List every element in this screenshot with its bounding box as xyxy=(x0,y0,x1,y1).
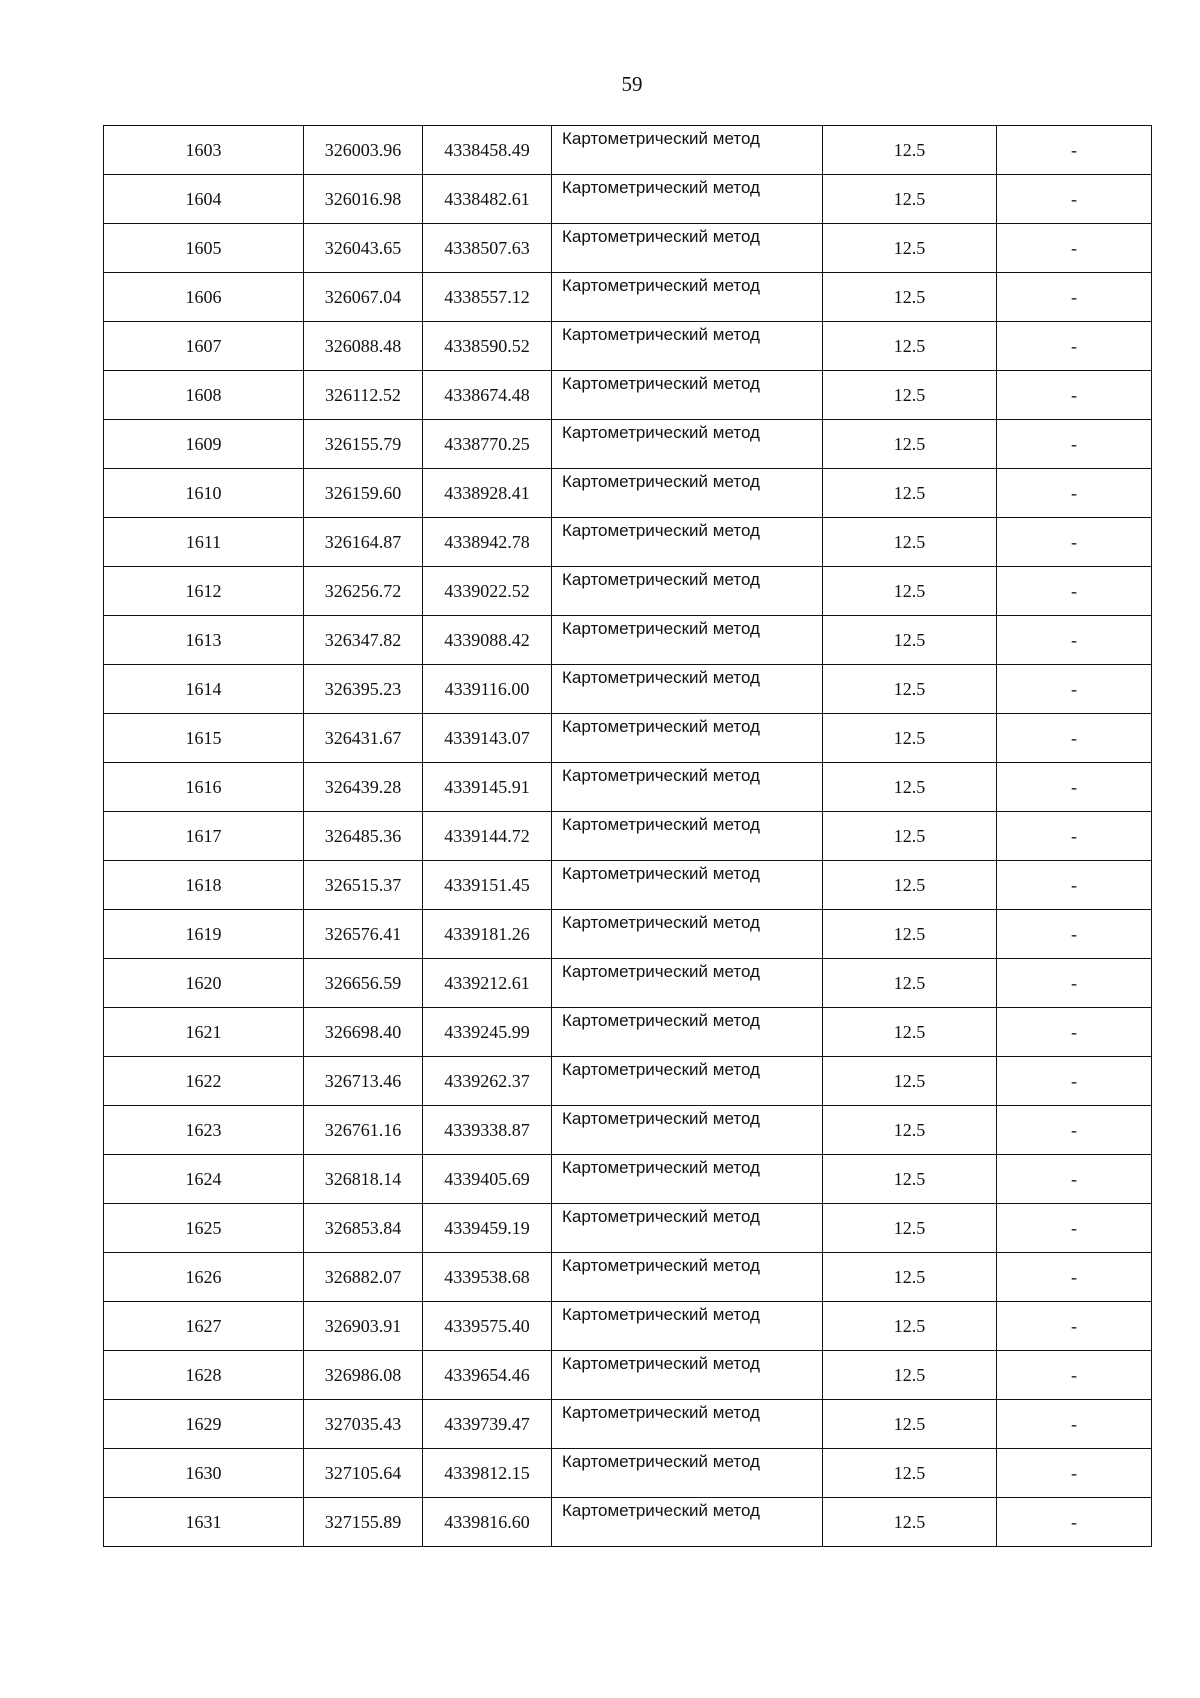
table-row xyxy=(104,1449,1152,1498)
y-coordinate-cell: 4339812.15 xyxy=(423,1449,552,1498)
x-coordinate-cell: 326016.98 xyxy=(304,175,423,224)
table-row xyxy=(104,518,1152,567)
point-number-cell: 1623 xyxy=(104,1106,304,1155)
y-coordinate-cell: 4339151.45 xyxy=(423,861,552,910)
table-row xyxy=(104,714,1152,763)
note-cell: - xyxy=(997,1106,1152,1155)
method-cell: Картометрический метод xyxy=(552,224,823,273)
method-cell: Картометрический метод xyxy=(552,567,823,616)
accuracy-cell: 12.5 xyxy=(823,567,997,616)
table-row xyxy=(104,371,1152,420)
y-coordinate-cell: 4339459.19 xyxy=(423,1204,552,1253)
y-coordinate-cell: 4339143.07 xyxy=(423,714,552,763)
table-row xyxy=(104,1400,1152,1449)
point-number-cell: 1607 xyxy=(104,322,304,371)
method-cell: Картометрический метод xyxy=(552,1057,823,1106)
x-coordinate-cell: 326395.23 xyxy=(304,665,423,714)
table-row xyxy=(104,567,1152,616)
accuracy-cell: 12.5 xyxy=(823,273,997,322)
accuracy-cell: 12.5 xyxy=(823,371,997,420)
y-coordinate-cell: 4339088.42 xyxy=(423,616,552,665)
note-cell: - xyxy=(997,126,1152,175)
note-cell: - xyxy=(997,322,1152,371)
accuracy-cell: 12.5 xyxy=(823,861,997,910)
table-row xyxy=(104,322,1152,371)
table-row xyxy=(104,175,1152,224)
note-cell: - xyxy=(997,1253,1152,1302)
point-number-cell: 1614 xyxy=(104,665,304,714)
note-cell: - xyxy=(997,763,1152,812)
table-row xyxy=(104,1204,1152,1253)
y-coordinate-cell: 4338770.25 xyxy=(423,420,552,469)
method-cell: Картометрический метод xyxy=(552,273,823,322)
note-cell: - xyxy=(997,1204,1152,1253)
method-cell: Картометрический метод xyxy=(552,959,823,1008)
accuracy-cell: 12.5 xyxy=(823,175,997,224)
y-coordinate-cell: 4339144.72 xyxy=(423,812,552,861)
note-cell: - xyxy=(997,1351,1152,1400)
point-number-cell: 1621 xyxy=(104,1008,304,1057)
note-cell: - xyxy=(997,910,1152,959)
y-coordinate-cell: 4338590.52 xyxy=(423,322,552,371)
table-row xyxy=(104,469,1152,518)
accuracy-cell: 12.5 xyxy=(823,1253,997,1302)
table-row xyxy=(104,224,1152,273)
y-coordinate-cell: 4339181.26 xyxy=(423,910,552,959)
y-coordinate-cell: 4339654.46 xyxy=(423,1351,552,1400)
x-coordinate-cell: 327155.89 xyxy=(304,1498,423,1547)
method-cell: Картометрический метод xyxy=(552,1498,823,1547)
x-coordinate-cell: 327105.64 xyxy=(304,1449,423,1498)
y-coordinate-cell: 4339739.47 xyxy=(423,1400,552,1449)
x-coordinate-cell: 327035.43 xyxy=(304,1400,423,1449)
accuracy-cell: 12.5 xyxy=(823,665,997,714)
note-cell: - xyxy=(997,224,1152,273)
y-coordinate-cell: 4338458.49 xyxy=(423,126,552,175)
y-coordinate-cell: 4339022.52 xyxy=(423,567,552,616)
point-number-cell: 1629 xyxy=(104,1400,304,1449)
x-coordinate-cell: 326347.82 xyxy=(304,616,423,665)
note-cell: - xyxy=(997,1155,1152,1204)
table-row xyxy=(104,665,1152,714)
point-number-cell: 1618 xyxy=(104,861,304,910)
x-coordinate-cell: 326656.59 xyxy=(304,959,423,1008)
y-coordinate-cell: 4339575.40 xyxy=(423,1302,552,1351)
point-number-cell: 1603 xyxy=(104,126,304,175)
table-row xyxy=(104,1253,1152,1302)
accuracy-cell: 12.5 xyxy=(823,469,997,518)
x-coordinate-cell: 326431.67 xyxy=(304,714,423,763)
table-row xyxy=(104,812,1152,861)
x-coordinate-cell: 326485.36 xyxy=(304,812,423,861)
method-cell: Картометрический метод xyxy=(552,518,823,567)
note-cell: - xyxy=(997,371,1152,420)
method-cell: Картометрический метод xyxy=(552,1351,823,1400)
x-coordinate-cell: 326576.41 xyxy=(304,910,423,959)
table-row xyxy=(104,420,1152,469)
x-coordinate-cell: 326903.91 xyxy=(304,1302,423,1351)
note-cell: - xyxy=(997,812,1152,861)
accuracy-cell: 12.5 xyxy=(823,1057,997,1106)
note-cell: - xyxy=(997,1302,1152,1351)
x-coordinate-cell: 326515.37 xyxy=(304,861,423,910)
page-number: 59 xyxy=(621,72,643,96)
x-coordinate-cell: 326043.65 xyxy=(304,224,423,273)
method-cell: Картометрический метод xyxy=(552,126,823,175)
point-number-cell: 1604 xyxy=(104,175,304,224)
coordinates-table-body xyxy=(104,126,1152,1547)
point-number-cell: 1626 xyxy=(104,1253,304,1302)
x-coordinate-cell: 326155.79 xyxy=(304,420,423,469)
method-cell: Картометрический метод xyxy=(552,1400,823,1449)
x-coordinate-cell: 326256.72 xyxy=(304,567,423,616)
x-coordinate-cell: 326067.04 xyxy=(304,273,423,322)
point-number-cell: 1612 xyxy=(104,567,304,616)
x-coordinate-cell: 326853.84 xyxy=(304,1204,423,1253)
method-cell: Картометрический метод xyxy=(552,763,823,812)
table-row xyxy=(104,959,1152,1008)
note-cell: - xyxy=(997,273,1152,322)
y-coordinate-cell: 4338557.12 xyxy=(423,273,552,322)
point-number-cell: 1624 xyxy=(104,1155,304,1204)
accuracy-cell: 12.5 xyxy=(823,1008,997,1057)
point-number-cell: 1605 xyxy=(104,224,304,273)
table-row xyxy=(104,1106,1152,1155)
accuracy-cell: 12.5 xyxy=(823,714,997,763)
method-cell: Картометрический метод xyxy=(552,616,823,665)
point-number-cell: 1631 xyxy=(104,1498,304,1547)
table-row xyxy=(104,616,1152,665)
y-coordinate-cell: 4339116.00 xyxy=(423,665,552,714)
x-coordinate-cell: 326112.52 xyxy=(304,371,423,420)
point-number-cell: 1613 xyxy=(104,616,304,665)
point-number-cell: 1611 xyxy=(104,518,304,567)
table-row xyxy=(104,273,1152,322)
point-number-cell: 1609 xyxy=(104,420,304,469)
method-cell: Картометрический метод xyxy=(552,1449,823,1498)
accuracy-cell: 12.5 xyxy=(823,518,997,567)
x-coordinate-cell: 326164.87 xyxy=(304,518,423,567)
point-number-cell: 1619 xyxy=(104,910,304,959)
method-cell: Картометрический метод xyxy=(552,1253,823,1302)
point-number-cell: 1627 xyxy=(104,1302,304,1351)
x-coordinate-cell: 326159.60 xyxy=(304,469,423,518)
y-coordinate-cell: 4338482.61 xyxy=(423,175,552,224)
note-cell: - xyxy=(997,714,1152,763)
point-number-cell: 1617 xyxy=(104,812,304,861)
note-cell: - xyxy=(997,1449,1152,1498)
accuracy-cell: 12.5 xyxy=(823,1302,997,1351)
y-coordinate-cell: 4339245.99 xyxy=(423,1008,552,1057)
method-cell: Картометрический метод xyxy=(552,322,823,371)
note-cell: - xyxy=(997,861,1152,910)
note-cell: - xyxy=(997,959,1152,1008)
accuracy-cell: 12.5 xyxy=(823,1400,997,1449)
x-coordinate-cell: 326698.40 xyxy=(304,1008,423,1057)
y-coordinate-cell: 4338507.63 xyxy=(423,224,552,273)
point-number-cell: 1620 xyxy=(104,959,304,1008)
method-cell: Картометрический метод xyxy=(552,175,823,224)
accuracy-cell: 12.5 xyxy=(823,1204,997,1253)
x-coordinate-cell: 326713.46 xyxy=(304,1057,423,1106)
accuracy-cell: 12.5 xyxy=(823,910,997,959)
method-cell: Картометрический метод xyxy=(552,1204,823,1253)
table-row xyxy=(104,1351,1152,1400)
table-row xyxy=(104,1498,1152,1547)
method-cell: Картометрический метод xyxy=(552,1106,823,1155)
accuracy-cell: 12.5 xyxy=(823,812,997,861)
x-coordinate-cell: 326088.48 xyxy=(304,322,423,371)
y-coordinate-cell: 4338942.78 xyxy=(423,518,552,567)
note-cell: - xyxy=(997,1008,1152,1057)
accuracy-cell: 12.5 xyxy=(823,1106,997,1155)
table-row xyxy=(104,763,1152,812)
note-cell: - xyxy=(997,616,1152,665)
x-coordinate-cell: 326003.96 xyxy=(304,126,423,175)
point-number-cell: 1628 xyxy=(104,1351,304,1400)
accuracy-cell: 12.5 xyxy=(823,959,997,1008)
method-cell: Картометрический метод xyxy=(552,1302,823,1351)
method-cell: Картометрический метод xyxy=(552,665,823,714)
x-coordinate-cell: 326986.08 xyxy=(304,1351,423,1400)
note-cell: - xyxy=(997,518,1152,567)
coordinates-table xyxy=(103,125,1152,1547)
note-cell: - xyxy=(997,175,1152,224)
x-coordinate-cell: 326761.16 xyxy=(304,1106,423,1155)
method-cell: Картометрический метод xyxy=(552,371,823,420)
method-cell: Картометрический метод xyxy=(552,420,823,469)
point-number-cell: 1622 xyxy=(104,1057,304,1106)
point-number-cell: 1610 xyxy=(104,469,304,518)
accuracy-cell: 12.5 xyxy=(823,763,997,812)
method-cell: Картометрический метод xyxy=(552,812,823,861)
point-number-cell: 1608 xyxy=(104,371,304,420)
table-row xyxy=(104,910,1152,959)
accuracy-cell: 12.5 xyxy=(823,1498,997,1547)
point-number-cell: 1630 xyxy=(104,1449,304,1498)
x-coordinate-cell: 326882.07 xyxy=(304,1253,423,1302)
note-cell: - xyxy=(997,1498,1152,1547)
method-cell: Картометрический метод xyxy=(552,861,823,910)
note-cell: - xyxy=(997,420,1152,469)
accuracy-cell: 12.5 xyxy=(823,1351,997,1400)
y-coordinate-cell: 4338928.41 xyxy=(423,469,552,518)
note-cell: - xyxy=(997,665,1152,714)
y-coordinate-cell: 4339212.61 xyxy=(423,959,552,1008)
accuracy-cell: 12.5 xyxy=(823,224,997,273)
x-coordinate-cell: 326818.14 xyxy=(304,1155,423,1204)
table-row xyxy=(104,861,1152,910)
method-cell: Картометрический метод xyxy=(552,714,823,763)
note-cell: - xyxy=(997,469,1152,518)
y-coordinate-cell: 4339816.60 xyxy=(423,1498,552,1547)
point-number-cell: 1625 xyxy=(104,1204,304,1253)
accuracy-cell: 12.5 xyxy=(823,1155,997,1204)
y-coordinate-cell: 4338674.48 xyxy=(423,371,552,420)
y-coordinate-cell: 4339145.91 xyxy=(423,763,552,812)
table-row xyxy=(104,126,1152,175)
method-cell: Картометрический метод xyxy=(552,469,823,518)
table-row xyxy=(104,1008,1152,1057)
accuracy-cell: 12.5 xyxy=(823,420,997,469)
y-coordinate-cell: 4339538.68 xyxy=(423,1253,552,1302)
table-row xyxy=(104,1057,1152,1106)
table-row xyxy=(104,1302,1152,1351)
method-cell: Картометрический метод xyxy=(552,910,823,959)
y-coordinate-cell: 4339262.37 xyxy=(423,1057,552,1106)
point-number-cell: 1616 xyxy=(104,763,304,812)
method-cell: Картометрический метод xyxy=(552,1008,823,1057)
y-coordinate-cell: 4339405.69 xyxy=(423,1155,552,1204)
method-cell: Картометрический метод xyxy=(552,1155,823,1204)
y-coordinate-cell: 4339338.87 xyxy=(423,1106,552,1155)
table-row xyxy=(104,1155,1152,1204)
accuracy-cell: 12.5 xyxy=(823,322,997,371)
accuracy-cell: 12.5 xyxy=(823,1449,997,1498)
point-number-cell: 1615 xyxy=(104,714,304,763)
note-cell: - xyxy=(997,1057,1152,1106)
note-cell: - xyxy=(997,1400,1152,1449)
x-coordinate-cell: 326439.28 xyxy=(304,763,423,812)
accuracy-cell: 12.5 xyxy=(823,126,997,175)
note-cell: - xyxy=(997,567,1152,616)
accuracy-cell: 12.5 xyxy=(823,616,997,665)
point-number-cell: 1606 xyxy=(104,273,304,322)
